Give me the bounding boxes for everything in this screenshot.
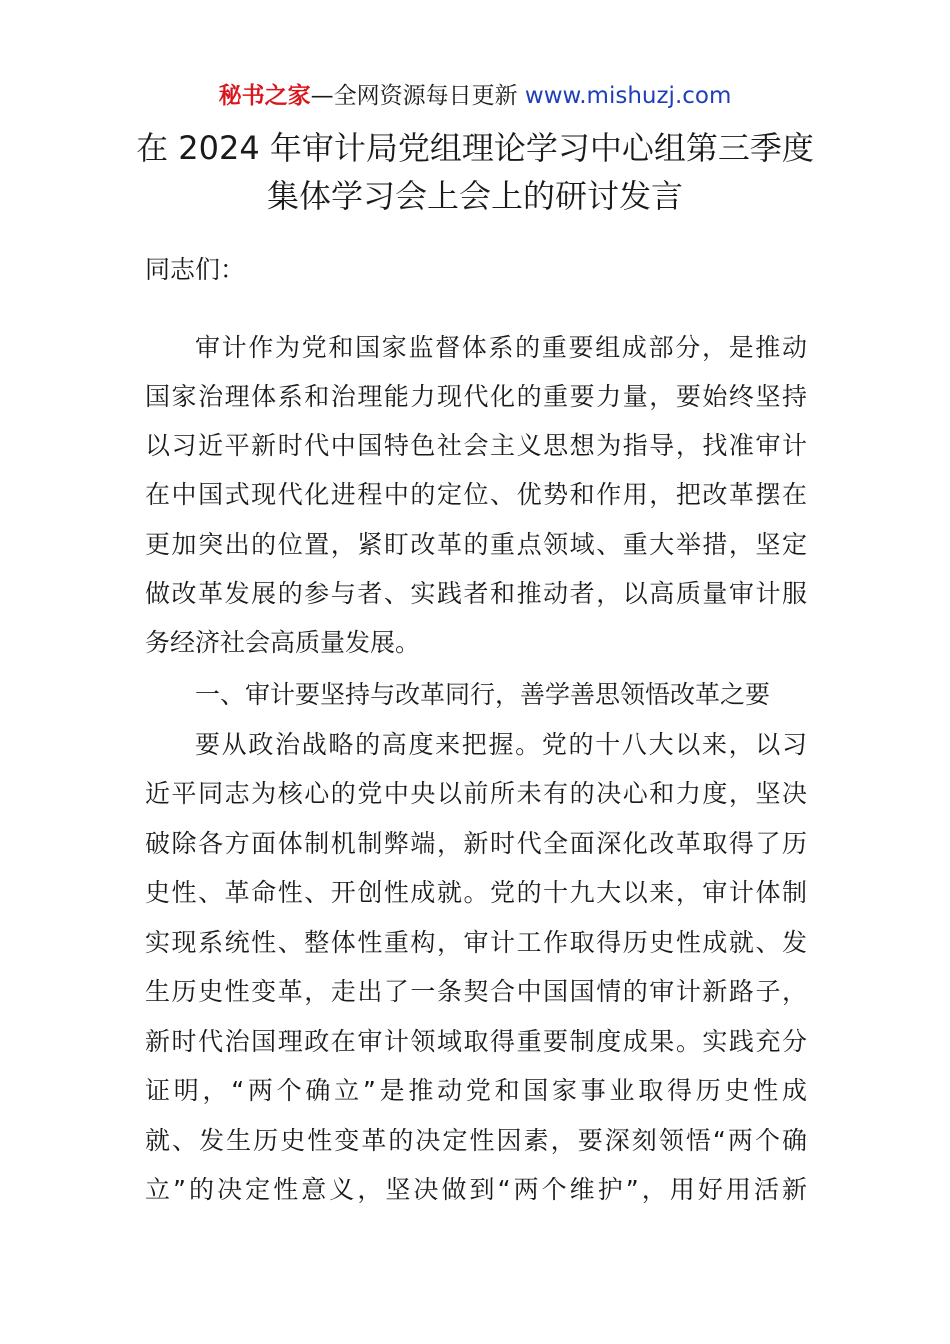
paragraph-line: 就、发生历史性变革的决定性因素，要深刻领悟“两个确: [145, 1126, 807, 1155]
paragraph-line: 以习近平新时代中国特色社会主义思想为指导，找准审计: [145, 431, 807, 460]
paragraph-line: 在中国式现代化进程中的定位、优势和作用，把改革摆在: [145, 480, 807, 509]
paragraph-line: 史性、革命性、开创性成就。党的十九大以来，审计体制: [145, 878, 807, 907]
document-title-line-2: 集体学习会上会上的研讨发言: [266, 177, 683, 215]
brand-name: 秘书之家: [218, 83, 311, 109]
paragraph-line: 证明，“两个确立”是推动党和国家事业取得历史性成: [145, 1076, 807, 1105]
paragraph-line: 更加突出的位置，紧盯改革的重点领域、重大举措，坚定: [145, 530, 807, 559]
paragraph-line: 破除各方面体制机制弊端，新时代全面深化改革取得了历: [145, 829, 807, 858]
paragraph-line: 立”的决定性意义，坚决做到“两个维护”，用好用活新: [145, 1175, 807, 1204]
paragraph-line: 要从政治战略的高度来把握。党的十八大以来，以习: [195, 730, 807, 759]
header-tagline: —全网资源每日更新: [310, 83, 525, 109]
salutation: 同志们：: [145, 255, 246, 284]
paragraph-line: 生历史性变革，走出了一条契合中国国情的审计新路子，: [145, 977, 807, 1006]
paragraph-line: 国家治理体系和治理能力现代化的重要力量，要始终坚持: [145, 382, 807, 411]
paragraph-line: 审计作为党和国家监督体系的重要组成部分，是推动: [195, 333, 807, 362]
paragraph-line: 实现系统性、整体性重构，审计工作取得历史性成就、发: [145, 928, 807, 957]
paragraph-line: 新时代治国理政在审计领域取得重要制度成果。实践充分: [145, 1027, 807, 1056]
document-title-line-1: 在 2024 年审计局党组理论学习中心组第三季度: [136, 129, 814, 167]
site-url-link[interactable]: www.mishuzj.com: [524, 83, 732, 109]
paragraph-line: 近平同志为核心的党中央以前所未有的决心和力度，坚决: [145, 779, 807, 808]
site-header: [0, 80, 950, 112]
section-heading: 一、审计要坚持与改革同行，善学善思领悟改革之要: [195, 680, 771, 709]
paragraph-line: 做改革发展的参与者、实践者和推动者，以高质量审计服: [145, 579, 807, 608]
paragraph-line: 务经济社会高质量发展。: [145, 628, 421, 657]
